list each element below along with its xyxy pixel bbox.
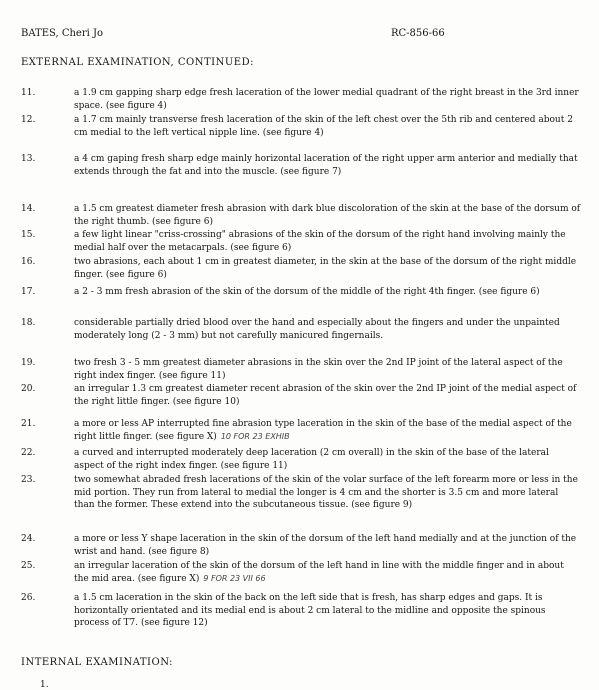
finding-text	[74, 256, 581, 281]
document-header	[21, 28, 563, 42]
decedent-name: BATES, Cheri Jo	[21, 28, 104, 39]
finding-number: 16.	[21, 257, 36, 267]
finding-number: 11.	[21, 88, 36, 98]
finding-description: a 4 cm gaping fresh sharp edge mainly horizontal laceration of the right upper arm anterior and medially that extends through the fat and into the muscle. (see figure 7)	[74, 154, 578, 177]
finding-description: a 2 - 3 mm fresh abrasion of the skin of the dorsum of the middle of the right 4th finger. (see figure 6)	[74, 287, 540, 297]
finding-number: 23.	[21, 475, 36, 485]
finding-text	[74, 317, 581, 342]
finding-description: an irregular laceration of the skin of the dorsum of the left hand in line with the middle finger and in about the mid area. (see figure X)	[74, 561, 564, 584]
finding-description: two fresh 3 - 5 mm greatest diameter abrasions in the skin over the 2nd IP joint of the lateral aspect of the right index finger. (see figure 11)	[74, 358, 563, 381]
finding-description: two abrasions, each about 1 cm in greatest diameter, in the skin at the base of the dorsum of the right middle finger. (see figure 6)	[74, 257, 577, 280]
case-number: RC-856-66	[391, 28, 445, 39]
finding-description: a 1.5 cm laceration in the skin of the back on the left side that is fresh, has sharp edges and gaps. It is horizontally orientated and its medial end is about 2 cm lateral to the midline and opposite the spinous process of T7. (see figure 12)	[74, 593, 546, 629]
finding-number: 24.	[21, 534, 36, 544]
finding-number: 25.	[21, 561, 36, 571]
finding-number: 15.	[21, 230, 36, 240]
finding-text	[74, 474, 581, 512]
finding-description: a few light linear "criss-crossing" abrasions of the skin of the dorsum of the right hand involving mainly the medial half over the metacarpals. (see figure 6)	[74, 230, 566, 253]
finding-number: 18.	[21, 318, 36, 328]
finding-description: a curved and interrupted moderately deep laceration (2 cm overall) in the skin of the base of the lateral aspect of the right index finger. (see figure 11)	[74, 448, 549, 471]
finding-number: 19.	[21, 358, 36, 368]
finding-text	[74, 357, 581, 382]
finding-description: a more or less AP interrupted fine abrasion type laceration in the skin of the base of the medial aspect of the right little finger. (see figure X)	[74, 419, 572, 442]
finding-number: 20.	[21, 384, 36, 394]
finding-description: a more or less Y shape laceration in the skin of the dorsum of the left hand medially and at the junction of the wrist and hand. (see figure 8)	[74, 534, 577, 557]
finding-text	[74, 447, 581, 472]
finding-text	[74, 383, 581, 408]
finding-text	[74, 153, 581, 178]
finding-description: considerable partially dried blood over the hand and especially about the fingers and under the unpainted moderately long (2 - 3 mm) but not carefully manicured fingernails.	[74, 318, 560, 341]
finding-description: a 1.9 cm gapping sharp edge fresh laceration of the lower medial quadrant of the right breast in the 3rd inner space. (see figure 4)	[74, 88, 579, 111]
finding-description: a 1.5 cm greatest diameter fresh abrasion with dark blue discoloration of the skin at the base of the dorsum of the right thumb. (see figure 6)	[74, 204, 581, 227]
finding-text	[74, 229, 581, 254]
finding-description: two somewhat abraded fresh lacerations of the skin of the volar surface of the left forearm more or less in the mid portion. They run from lateral to medial the longer is 4 cm and the shorter is 3.5 cm and more lateral than the former. These extend into the subcutaneous tissue. (see figure 9)	[74, 475, 578, 511]
finding-text	[74, 592, 581, 630]
finding-number: 13.	[21, 154, 36, 164]
finding-description: an irregular 1.3 cm greatest diameter recent abrasion of the skin over the 2nd IP joint of the medial aspect of the right little finger. (see figure 10)	[74, 384, 577, 407]
finding-number: 17.	[21, 287, 36, 297]
handwritten-annotation: 9 FOR 23 VII 66	[203, 573, 266, 583]
finding-description: a 1.7 cm mainly transverse fresh laceration of the skin of the left chest over the 5th rib and centered about 2 cm medial to the left vertical nipple line. (see figure 4)	[74, 115, 573, 138]
finding-text	[74, 418, 581, 443]
finding-text	[74, 560, 581, 585]
finding-text	[74, 203, 581, 228]
finding-number: 22.	[21, 448, 36, 458]
finding-number: 26.	[21, 593, 36, 603]
finding-text	[74, 87, 581, 112]
finding-text	[74, 533, 581, 558]
section-heading-external-continued: EXTERNAL EXAMINATION, CONTINUED:	[21, 57, 254, 68]
handwritten-annotation: 10 FOR 23 EXHIB	[220, 431, 290, 441]
finding-number: 12.	[21, 115, 36, 125]
section-heading-internal: INTERNAL EXAMINATION:	[21, 657, 173, 668]
finding-number: 21.	[21, 419, 36, 429]
internal-item-fragment: 1.	[40, 680, 49, 690]
finding-text	[74, 114, 581, 139]
finding-number: 14.	[21, 204, 36, 214]
finding-text	[74, 286, 581, 299]
